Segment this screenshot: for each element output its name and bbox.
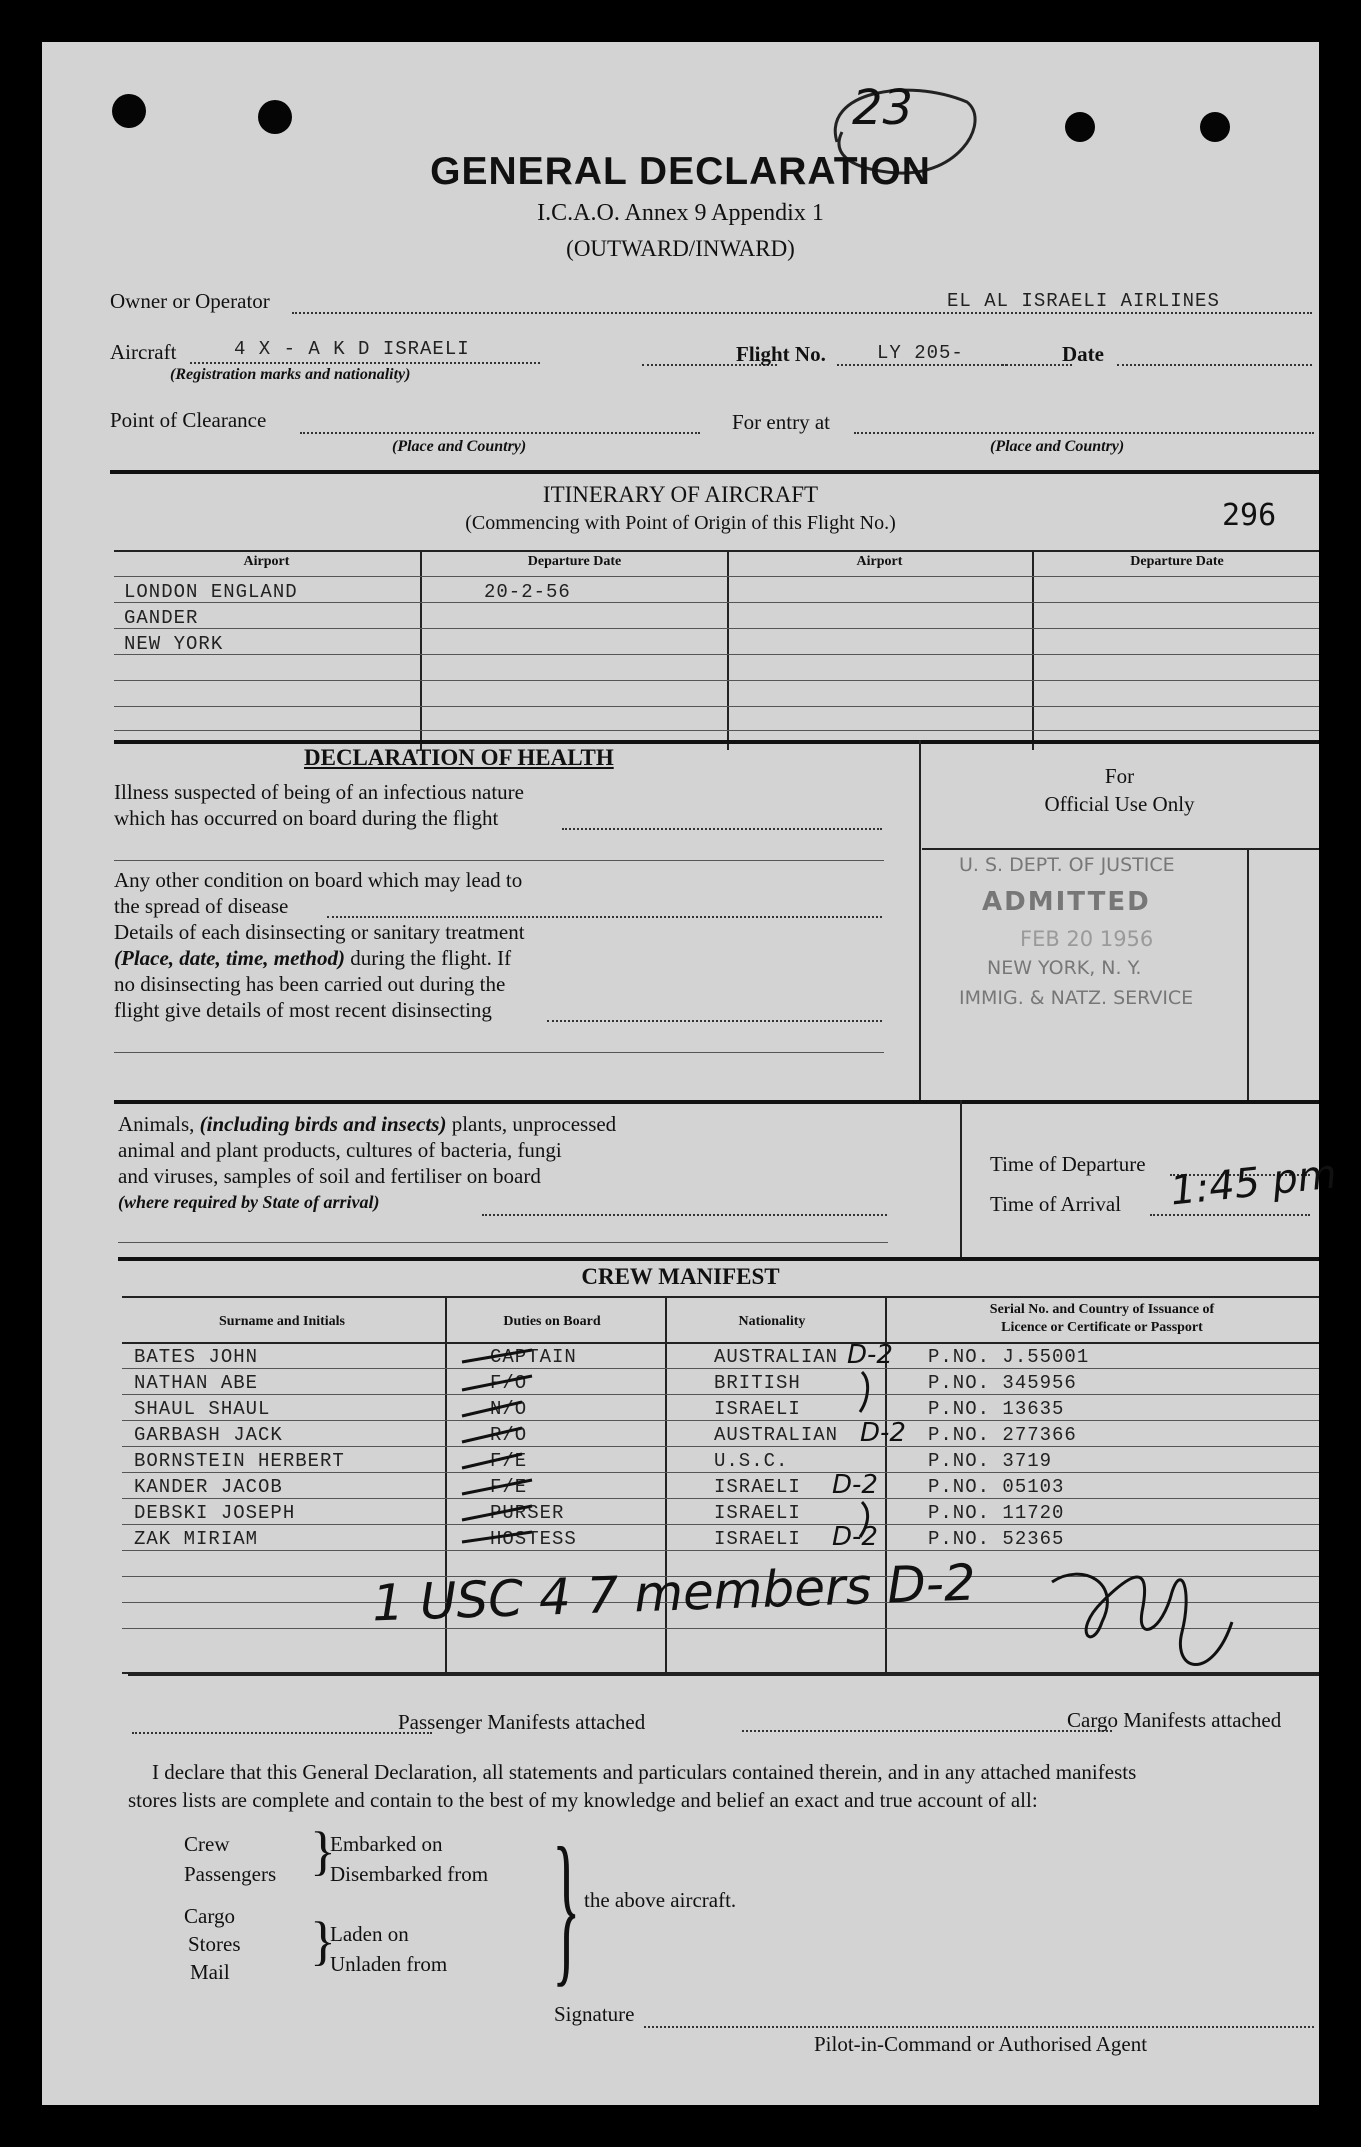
crew-duty: N/O: [490, 1398, 528, 1420]
brace-icon: }: [310, 1911, 336, 1971]
health-illness-line: which has occurred on board during the flight: [114, 806, 499, 830]
crew-duty: F/E: [490, 1450, 528, 1472]
stamp-number: 296: [1222, 498, 1277, 533]
crew-note: D-2: [860, 1418, 906, 1448]
declaration-text: I declare that this General Declaration, all statements and particulars contained therein, and in any attached manifests: [152, 1760, 1137, 1784]
col-serial: Licence or Certificate or Passport: [1001, 1320, 1203, 1335]
registration-hint: (Registration marks and nationality): [170, 366, 411, 383]
crew-duty: HOSTESS: [490, 1528, 577, 1550]
crew-serial: P.NO. 277366: [928, 1424, 1077, 1446]
crew-nationality: ISRAELI: [714, 1502, 801, 1524]
animals-line: Animals, (including birds and insects) plants, unprocessed: [118, 1112, 617, 1136]
health-disinsect-line: (Place, date, time, method) during the flight. If: [114, 946, 512, 970]
bracket-mark-icon: [842, 1362, 902, 1542]
crew-name: ZAK MIRIAM: [134, 1528, 259, 1550]
health-disinsect-line: Details of each disinsecting or sanitary treatment: [114, 920, 525, 944]
itinerary-subtitle: (Commencing with Point of Origin of this Flight No.): [465, 512, 896, 534]
crew-serial: P.NO. 52365: [928, 1528, 1065, 1550]
official-use-label: Official Use Only: [1044, 792, 1195, 816]
crew-nationality: BRITISH: [714, 1372, 801, 1394]
cargo-manifests-label: Cargo Manifests attached: [1067, 1708, 1282, 1732]
health-title: DECLARATION OF HEALTH: [304, 745, 614, 770]
crew-duty: F/E: [490, 1476, 528, 1498]
col-duties: Duties on Board: [503, 1314, 601, 1329]
disembarked-option: Disembarked from: [330, 1862, 489, 1886]
crew-serial: P.NO. 3719: [928, 1450, 1053, 1472]
crew-nationality: ISRAELI: [714, 1528, 801, 1550]
crew-name: BORNSTEIN HERBERT: [134, 1450, 345, 1472]
animals-line: animal and plant products, cultures of bacteria, fungi: [118, 1138, 562, 1162]
crew-nationality: U.S.C.: [714, 1450, 789, 1472]
col-departure-date: Departure Date: [1130, 554, 1224, 569]
page-number: 23: [852, 80, 914, 136]
aircraft-label: Aircraft: [110, 340, 177, 364]
pilot-label: Pilot-in-Command or Authorised Agent: [814, 2032, 1148, 2056]
check-mark-icon: [422, 1342, 722, 1562]
punch-hole: [258, 100, 292, 134]
aircraft-value: 4 X - A K D ISRAELI: [234, 338, 470, 360]
crew-nationality: AUSTRALIAN: [714, 1424, 839, 1446]
health-disinsect-line: flight give details of most recent disinsecting: [114, 998, 492, 1022]
flight-no-value: LY 205-: [877, 342, 964, 364]
crew-serial: P.NO. 05103: [928, 1476, 1065, 1498]
col-departure-date: Departure Date: [527, 554, 622, 569]
crew-name: NATHAN ABE: [134, 1372, 259, 1394]
date-label: Date: [1062, 342, 1104, 366]
itinerary-date: 20-2-56: [484, 581, 571, 603]
col-airport: Airport: [856, 554, 903, 569]
arrival-value: 1:45 pm: [1168, 1151, 1339, 1215]
crew-nationality: ISRAELI: [714, 1476, 801, 1498]
crew-name: SHAUL SHAUL: [134, 1398, 271, 1420]
col-serial: Serial No. and Country of Issuance of: [989, 1302, 1215, 1317]
col-nationality: Nationality: [738, 1314, 806, 1329]
unladen-option: Unladen from: [330, 1952, 448, 1976]
clearance-label: Point of Clearance: [110, 408, 267, 432]
health-illness-line: Illness suspected of being of an infectious nature: [114, 780, 524, 804]
stamp-text: U. S. DEPT. OF JUSTICE: [959, 854, 1175, 876]
stamp-status: ADMITTED: [982, 887, 1151, 917]
itinerary-airport: NEW YORK: [124, 633, 224, 655]
stamp-text: IMMIG. & NATZ. SERVICE: [959, 987, 1194, 1009]
crew-duty: R/O: [490, 1424, 528, 1446]
crew-option: Crew: [184, 1832, 230, 1856]
crew-name: KANDER JACOB: [134, 1476, 283, 1498]
crew-serial: P.NO. 345956: [928, 1372, 1077, 1394]
passengers-option: Passengers: [184, 1862, 277, 1886]
declaration-document: [42, 42, 1339, 2105]
owner-value: EL AL ISRAELI AIRLINES: [947, 290, 1220, 312]
signature-label: Signature: [554, 2002, 635, 2026]
arrival-label: Time of Arrival: [990, 1192, 1122, 1216]
stamp-date: FEB 20 1956: [1020, 927, 1154, 951]
crew-name: BATES JOHN: [134, 1346, 259, 1368]
large-brace-icon: }: [552, 1813, 581, 2001]
handwritten-note: 1 USC 4 7 members D-2: [371, 1553, 977, 1633]
crew-note: D-2: [832, 1522, 878, 1552]
crew-nationality: ISRAELI: [714, 1398, 801, 1420]
crew-serial: P.NO. 11720: [928, 1502, 1065, 1524]
above-aircraft-label: the above aircraft.: [584, 1888, 737, 1912]
entry-label: For entry at: [732, 410, 830, 434]
itinerary-title: ITINERARY OF AIRCRAFT: [542, 482, 819, 507]
crew-title: CREW MANIFEST: [581, 1264, 780, 1289]
crew-serial: P.NO. J.55001: [928, 1346, 1090, 1368]
col-surname: Surname and Initials: [218, 1314, 346, 1329]
stores-option: Stores: [188, 1932, 241, 1956]
animals-line: and viruses, samples of soil and fertiliser on board: [118, 1164, 541, 1188]
crew-nationality: AUSTRALIAN: [714, 1346, 839, 1368]
crew-name: GARBASH JACK: [134, 1424, 283, 1446]
passenger-manifests-label: Passenger Manifests attached: [398, 1710, 646, 1734]
embarked-option: Embarked on: [330, 1832, 443, 1856]
document-title: GENERAL DECLARATION: [430, 150, 931, 193]
crew-duty: PURSER: [490, 1502, 565, 1524]
place-country-hint: (Place and Country): [990, 438, 1125, 455]
laden-option: Laden on: [330, 1922, 409, 1946]
cargo-option: Cargo: [184, 1904, 235, 1928]
signature-scribble-icon: [1042, 1542, 1262, 1692]
stamp-text: NEW YORK, N. Y.: [987, 957, 1142, 979]
document-subtitle: I.C.A.O. Annex 9 Appendix 1: [537, 200, 824, 226]
declaration-text: stores lists are complete and contain to the best of my knowledge and belief an exact and true account of all:: [128, 1788, 1038, 1812]
punch-hole: [1065, 112, 1095, 142]
official-use-label: For: [1104, 764, 1135, 788]
crew-note: D-2: [832, 1470, 878, 1500]
owner-label: Owner or Operator: [110, 289, 270, 313]
punch-hole: [1200, 112, 1230, 142]
health-disinsect-line: no disinsecting has been carried out during the: [114, 972, 506, 996]
crew-duty: CAPTAIN: [490, 1346, 577, 1368]
crew-name: DEBSKI JOSEPH: [134, 1502, 296, 1524]
health-other-line: Any other condition on board which may lead to: [114, 868, 523, 892]
mail-option: Mail: [190, 1960, 230, 1984]
crew-duty: F/O: [490, 1372, 528, 1394]
punch-hole: [112, 94, 146, 128]
col-airport: Airport: [243, 554, 290, 569]
departure-label: Time of Departure: [990, 1152, 1146, 1176]
crew-serial: P.NO. 13635: [928, 1398, 1065, 1420]
animals-line: (where required by State of arrival): [118, 1192, 380, 1212]
itinerary-airport: LONDON ENGLAND: [124, 581, 298, 603]
direction-label: (OUTWARD/INWARD): [566, 236, 795, 261]
health-other-line: the spread of disease: [114, 894, 289, 918]
flight-no-label: Flight No.: [736, 342, 826, 366]
itinerary-airport: GANDER: [124, 607, 199, 629]
crew-note: D-2: [847, 1340, 893, 1370]
place-country-hint: (Place and Country): [392, 438, 527, 455]
brace-icon: }: [310, 1821, 336, 1881]
